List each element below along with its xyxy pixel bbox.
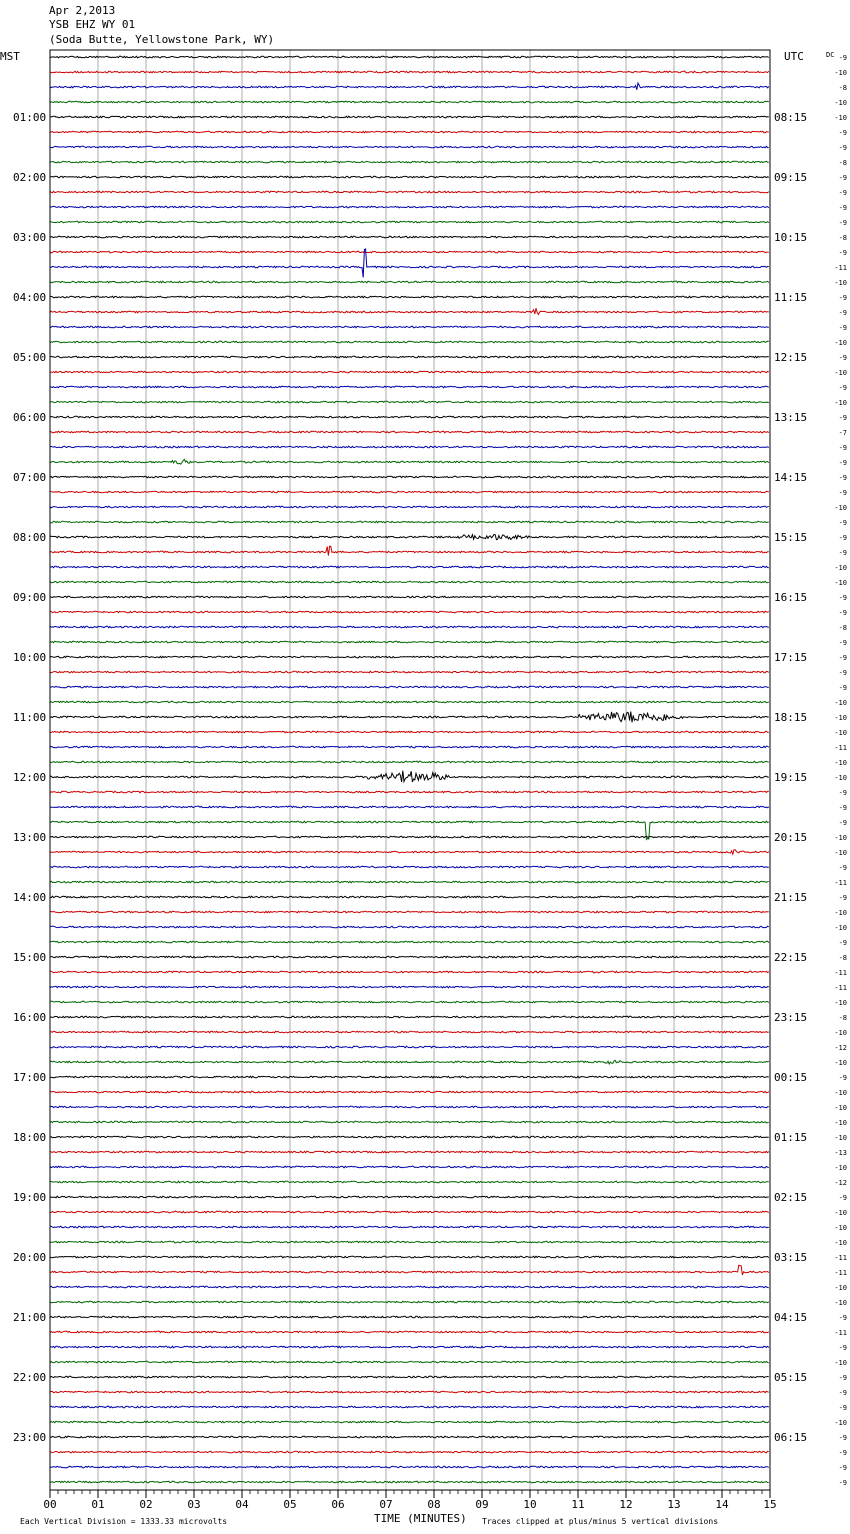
dc-offset-label: -11 (834, 1254, 847, 1262)
dc-offset-label: -9 (838, 654, 847, 662)
dc-offset-label: -9 (838, 219, 847, 227)
dc-offset-label: -9 (838, 249, 847, 257)
trace-line (50, 1286, 769, 1288)
trace-line (50, 71, 769, 73)
dc-offset-label: -8 (838, 234, 847, 242)
trace-line (50, 446, 769, 448)
dc-offset-label: -10 (834, 339, 847, 347)
dc-offset-label: -10 (834, 114, 847, 122)
mst-axis-label: MST (0, 50, 20, 63)
trace-line (50, 581, 769, 583)
trace-line (50, 881, 769, 883)
dc-offset-label: -9 (838, 294, 847, 302)
utc-time-label: 23:15 (774, 1011, 808, 1024)
trace-line (50, 866, 769, 868)
x-tick-label: 11 (571, 1498, 585, 1511)
trace-line (50, 308, 769, 314)
trace-line (50, 326, 769, 328)
trace-line (50, 761, 769, 763)
trace-line (50, 236, 769, 238)
dc-offset-label: -11 (834, 744, 847, 752)
utc-time-label: 01:15 (774, 1131, 808, 1144)
utc-time-label: 00:15 (774, 1071, 808, 1084)
dc-offset-label: -9 (838, 609, 847, 617)
dc-offset-label: -10 (834, 1119, 847, 1127)
utc-time-label: 17:15 (774, 651, 808, 664)
mst-time-label: 11:00 (13, 711, 47, 724)
seismic-traces (50, 56, 769, 1483)
trace-line (50, 1196, 769, 1198)
dc-column-label: DC (826, 51, 835, 59)
mst-time-label: 20:00 (13, 1251, 47, 1264)
trace-line (50, 1166, 769, 1168)
dc-offset-label: -9 (838, 1479, 847, 1487)
dc-offset-label: -9 (838, 684, 847, 692)
mst-time-label: 05:00 (13, 351, 47, 364)
vertical-division-note: Each Vertical Division = 1333.33 microvolts (20, 1517, 228, 1526)
dc-offset-label: -11 (834, 1329, 847, 1337)
dc-offset-label: -9 (838, 1434, 847, 1442)
trace-line (50, 771, 769, 782)
trace-line (50, 566, 769, 568)
dc-offset-label: -11 (834, 879, 847, 887)
x-tick-label: 02 (139, 1498, 153, 1511)
mst-time-label: 07:00 (13, 471, 47, 484)
mst-time-label: 22:00 (13, 1371, 47, 1384)
dc-offset-label: -9 (838, 189, 847, 197)
mst-time-label: 15:00 (13, 951, 47, 964)
dc-offset-label: -10 (834, 1239, 847, 1247)
trace-line (50, 896, 769, 898)
dc-offset-label: -9 (838, 669, 847, 677)
dc-offset-label: -10 (834, 699, 847, 707)
dc-offset-label: -9 (838, 1374, 847, 1382)
dc-offset-label: -10 (834, 924, 847, 932)
dc-offset-label: -10 (834, 1209, 847, 1217)
dc-offset-label: -9 (838, 489, 847, 497)
trace-line (50, 1481, 769, 1483)
mst-time-label: 19:00 (13, 1191, 47, 1204)
utc-time-label: 15:15 (774, 531, 808, 544)
trace-line (50, 806, 769, 808)
trace-line (50, 1001, 769, 1003)
trace-line (50, 1265, 769, 1275)
dc-offset-label: -9 (838, 144, 847, 152)
x-tick-label: 08 (427, 1498, 441, 1511)
dc-offset-label: -8 (838, 84, 847, 92)
dc-offset-label: -9 (838, 639, 847, 647)
trace-line (50, 521, 769, 523)
dc-offset-label: -10 (834, 399, 847, 407)
dc-offset-label: -10 (834, 1104, 847, 1112)
dc-offset-label: -9 (838, 204, 847, 212)
chart-date: Apr 2,2013 (49, 4, 116, 17)
x-tick-label: 01 (91, 1498, 105, 1511)
trace-line (50, 1211, 769, 1213)
trace-line (50, 1106, 769, 1108)
trace-line (50, 1151, 769, 1153)
dc-offset-label: -13 (834, 1149, 847, 1157)
x-tick-label: 09 (475, 1498, 489, 1511)
dc-offset-label: -9 (838, 174, 847, 182)
utc-time-label: 11:15 (774, 291, 808, 304)
trace-line (50, 146, 769, 148)
x-tick-label: 07 (379, 1498, 393, 1511)
trace-line (50, 1391, 769, 1393)
trace-line (50, 686, 769, 688)
dc-offset-label: -9 (838, 459, 847, 467)
dc-offset-label: -9 (838, 594, 847, 602)
dc-offset-label: -9 (838, 414, 847, 422)
utc-time-label: 06:15 (774, 1431, 808, 1444)
dc-offset-label: -10 (834, 834, 847, 842)
dc-offset-label: -11 (834, 1269, 847, 1277)
x-tick-label: 10 (523, 1498, 537, 1511)
trace-line (50, 1451, 769, 1453)
x-tick-label: 03 (187, 1498, 201, 1511)
dc-offset-label: -10 (834, 909, 847, 917)
dc-offset-label: -9 (838, 789, 847, 797)
x-tick-label: 00 (43, 1498, 57, 1511)
utc-time-label: 09:15 (774, 171, 808, 184)
trace-line (50, 986, 769, 988)
dc-offset-label: -9 (838, 549, 847, 557)
trace-line (50, 386, 769, 388)
x-tick-label: 05 (283, 1498, 297, 1511)
trace-line (50, 712, 769, 723)
trace-line (50, 221, 769, 223)
dc-offset-label: -10 (834, 1419, 847, 1427)
trace-line (50, 596, 769, 598)
dc-offset-label: -10 (834, 1089, 847, 1097)
trace-line (50, 1241, 769, 1243)
trace-line (50, 1436, 769, 1438)
trace-line (50, 911, 769, 913)
dc-offset-label: -11 (834, 264, 847, 272)
trace-line (50, 956, 769, 958)
trace-line (50, 1256, 769, 1258)
utc-time-label: 16:15 (774, 591, 808, 604)
trace-line (50, 1046, 769, 1048)
trace-line (50, 1226, 769, 1228)
x-tick-label: 12 (619, 1498, 633, 1511)
mst-time-label: 08:00 (13, 531, 47, 544)
trace-line (50, 1346, 769, 1348)
x-axis-label: TIME (MINUTES) (374, 1512, 467, 1525)
dc-offset-label: -9 (838, 1449, 847, 1457)
trace-line (50, 535, 769, 540)
dc-offset-label: -9 (838, 324, 847, 332)
dc-offset-label: -8 (838, 1014, 847, 1022)
trace-line (50, 101, 769, 103)
trace-line (50, 941, 769, 943)
dc-offset-label: -9 (838, 1314, 847, 1322)
trace-line (50, 431, 769, 433)
trace-line (50, 341, 769, 343)
dc-offset-label: -9 (838, 444, 847, 452)
trace-line (50, 791, 769, 793)
trace-line (50, 249, 769, 278)
dc-offset-label: -9 (838, 519, 847, 527)
dc-offset-label: -10 (834, 714, 847, 722)
dc-offset-label: -9 (838, 474, 847, 482)
clip-note: Traces clipped at plus/minus 5 vertical divisions (482, 1517, 719, 1526)
trace-line (50, 1076, 769, 1078)
dc-offset-label: -9 (838, 1074, 847, 1082)
mst-time-label: 18:00 (13, 1131, 47, 1144)
dc-offset-label: -10 (834, 369, 847, 377)
utc-time-label: 12:15 (774, 351, 808, 364)
mst-time-label: 03:00 (13, 231, 47, 244)
mst-time-label: 23:00 (13, 1431, 47, 1444)
dc-offset-label: -7 (838, 429, 847, 437)
dc-offset-label: -10 (834, 279, 847, 287)
dc-offset-label: -10 (834, 1059, 847, 1067)
trace-line (50, 1361, 769, 1363)
plot-frame (50, 50, 770, 1490)
utc-axis-label: UTC (784, 50, 804, 63)
dc-offset-label: -10 (834, 1359, 847, 1367)
utc-time-label: 08:15 (774, 111, 808, 124)
trace-line (50, 836, 769, 838)
dc-offset-label: -9 (838, 1404, 847, 1412)
dc-offset-label: -8 (838, 159, 847, 167)
mst-time-label: 16:00 (13, 1011, 47, 1024)
trace-line (50, 206, 769, 208)
trace-line (50, 56, 769, 58)
dc-offset-label: -9 (838, 894, 847, 902)
trace-line (50, 656, 769, 658)
x-tick-label: 15 (763, 1498, 777, 1511)
dc-offset-label: -10 (834, 774, 847, 782)
utc-time-label: 14:15 (774, 471, 808, 484)
x-tick-label: 06 (331, 1498, 345, 1511)
trace-line (50, 401, 769, 403)
utc-time-label: 03:15 (774, 1251, 808, 1264)
trace-line (50, 491, 769, 493)
trace-line (50, 83, 769, 90)
trace-line (50, 971, 769, 973)
trace-line (50, 1301, 769, 1303)
dc-offset-label: -10 (834, 849, 847, 857)
mst-time-label: 13:00 (13, 831, 47, 844)
trace-line (50, 746, 769, 748)
trace-line (50, 281, 769, 283)
time-gridlines (98, 50, 722, 1490)
dc-offset-label: -10 (834, 1284, 847, 1292)
trace-line (50, 476, 769, 478)
trace-line (50, 191, 769, 193)
utc-time-label: 22:15 (774, 951, 808, 964)
dc-offset-label: -9 (838, 1344, 847, 1352)
dc-offset-label: -10 (834, 729, 847, 737)
dc-offset-label: -12 (834, 1179, 847, 1187)
utc-time-label: 19:15 (774, 771, 808, 784)
mst-time-label: 01:00 (13, 111, 47, 124)
trace-line (50, 371, 769, 373)
mst-time-label: 14:00 (13, 891, 47, 904)
dc-offset-label: -10 (834, 564, 847, 572)
dc-offset-label: -10 (834, 69, 847, 77)
dc-offset-label: -9 (838, 534, 847, 542)
trace-line (50, 176, 769, 178)
dc-offset-label: -11 (834, 969, 847, 977)
mst-time-label: 09:00 (13, 591, 47, 604)
x-tick-label: 13 (667, 1498, 681, 1511)
utc-time-label: 20:15 (774, 831, 808, 844)
dc-offset-label: -11 (834, 984, 847, 992)
dc-offset-label: -10 (834, 99, 847, 107)
trace-line (50, 1376, 769, 1378)
dc-offset-label: -9 (838, 129, 847, 137)
trace-line (50, 1466, 769, 1468)
trace-line (50, 459, 769, 464)
dc-offset-label: -8 (838, 954, 847, 962)
trace-line (50, 701, 769, 703)
dc-offset-label: -9 (838, 804, 847, 812)
trace-line (50, 850, 769, 854)
dc-offset-label: -9 (838, 1194, 847, 1202)
trace-line (50, 1031, 769, 1033)
dc-offset-label: -12 (834, 1044, 847, 1052)
dc-offset-label: -10 (834, 1224, 847, 1232)
trace-line (50, 1181, 769, 1183)
trace-line (50, 641, 769, 643)
trace-line (50, 1121, 769, 1123)
chart-title-station: YSB EHZ WY 01 (49, 18, 136, 31)
dc-offset-label: -9 (838, 1389, 847, 1397)
trace-line (50, 926, 769, 928)
dc-offset-label: -10 (834, 579, 847, 587)
x-tick-label: 04 (235, 1498, 249, 1511)
chart-subtitle-location: (Soda Butte, Yellowstone Park, WY) (49, 33, 275, 46)
dc-offset-label: -9 (838, 1464, 847, 1472)
trace-line (50, 626, 769, 628)
mst-time-label: 10:00 (13, 651, 47, 664)
trace-line (50, 116, 769, 118)
utc-time-label: 05:15 (774, 1371, 808, 1384)
trace-line (50, 506, 769, 508)
dc-offset-label: -10 (834, 1029, 847, 1037)
dc-offset-label: -10 (834, 1299, 847, 1307)
dc-offset-label: -8 (838, 624, 847, 632)
trace-line (50, 161, 769, 163)
trace-line (50, 731, 769, 733)
trace-line (50, 356, 769, 358)
trace-line (50, 1136, 769, 1138)
mst-time-label: 02:00 (13, 171, 47, 184)
trace-line (50, 1421, 769, 1423)
dc-offset-label: -9 (838, 384, 847, 392)
mst-time-label: 06:00 (13, 411, 47, 424)
dc-offset-label: -10 (834, 1164, 847, 1172)
utc-time-label: 18:15 (774, 711, 808, 724)
dc-offset-label: -9 (838, 939, 847, 947)
dc-offset-label: -9 (838, 54, 847, 62)
trace-line (50, 1316, 769, 1318)
trace-line (50, 416, 769, 418)
utc-time-label: 21:15 (774, 891, 808, 904)
dc-offset-label: -10 (834, 504, 847, 512)
trace-line (50, 251, 769, 253)
mst-time-label: 04:00 (13, 291, 47, 304)
utc-time-label: 10:15 (774, 231, 808, 244)
dc-offset-label: -9 (838, 309, 847, 317)
trace-line (50, 1091, 769, 1093)
dc-offset-label: -10 (834, 759, 847, 767)
utc-time-label: 04:15 (774, 1311, 808, 1324)
trace-line (50, 1016, 769, 1018)
trace-line (50, 1331, 769, 1333)
mst-time-label: 12:00 (13, 771, 47, 784)
dc-offset-label: -10 (834, 999, 847, 1007)
dc-offset-label: -9 (838, 819, 847, 827)
utc-time-label: 13:15 (774, 411, 808, 424)
x-tick-label: 14 (715, 1498, 729, 1511)
trace-line (50, 296, 769, 298)
trace-line (50, 611, 769, 613)
trace-line (50, 1060, 769, 1064)
trace-line (50, 546, 769, 555)
dc-offset-label: -10 (834, 1134, 847, 1142)
utc-time-label: 02:15 (774, 1191, 808, 1204)
trace-line (50, 131, 769, 133)
dc-offset-label: -9 (838, 864, 847, 872)
mst-time-label: 17:00 (13, 1071, 47, 1084)
trace-line (50, 671, 769, 673)
trace-line (50, 1406, 769, 1408)
dc-offset-label: -9 (838, 354, 847, 362)
mst-time-label: 21:00 (13, 1311, 47, 1324)
